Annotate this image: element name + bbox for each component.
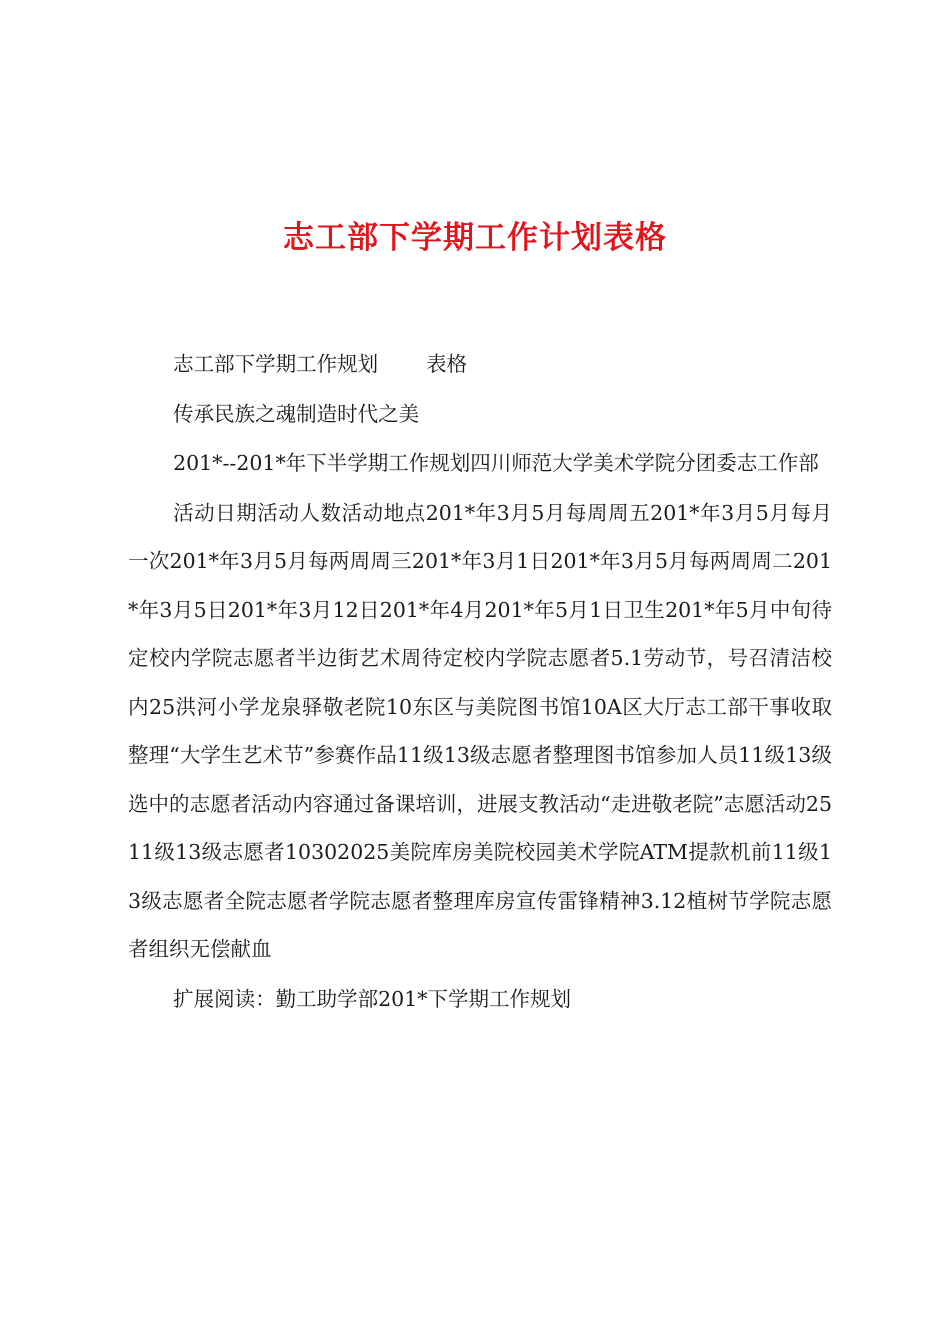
paragraph-heading (128, 340, 832, 389)
paragraph-heading-suffix: 表格 (426, 352, 468, 376)
document-title: 志工部下学期工作计划表格 (283, 220, 667, 256)
paragraph-plan-title: 201*--201*年下半学期工作规划四川师范大学美术学院分团委志工作部 (173, 451, 819, 475)
document-body (128, 340, 832, 1024)
paragraph-activity-table: 活动日期活动人数活动地点201*年3月5月每周周五201*年3月5月每月一次201*年3月5月每两周周三201*年3月1日201*年3月5月每两周周二201*年3月5日201*年3月12日201*年4月201*年5月1日卫生201*年5月中旬待定校内学院志愿者半边街艺术周待定校内学院志愿者5.1劳动节，号召清洁校内25洪河小学龙泉驿敬老院10东区与美院图书馆10A区大厅志工部干事收取整理“大学生艺术节”参赛作品11级13级志愿者整理图书馆参加人员11级13级选中的志愿者活动内容通过备课培训，进展支教活动“走进敬老院”志愿活动2511级13级志愿者10302025美院库房美院校园美术学院ATM提款机前11级13级志愿者全院志愿者学院志愿者整理库房宣传雷锋精神3.12植树节学院志愿者组织无偿献血 (128, 500, 832, 961)
paragraph-further-reading: 扩展阅读：勤工助学部201*下学期工作规划 (173, 986, 571, 1011)
paragraph-slogan: 传承民族之魂制造时代之美 (173, 401, 420, 426)
paragraph-heading-text: 志工部下学期工作规划 (173, 352, 379, 376)
